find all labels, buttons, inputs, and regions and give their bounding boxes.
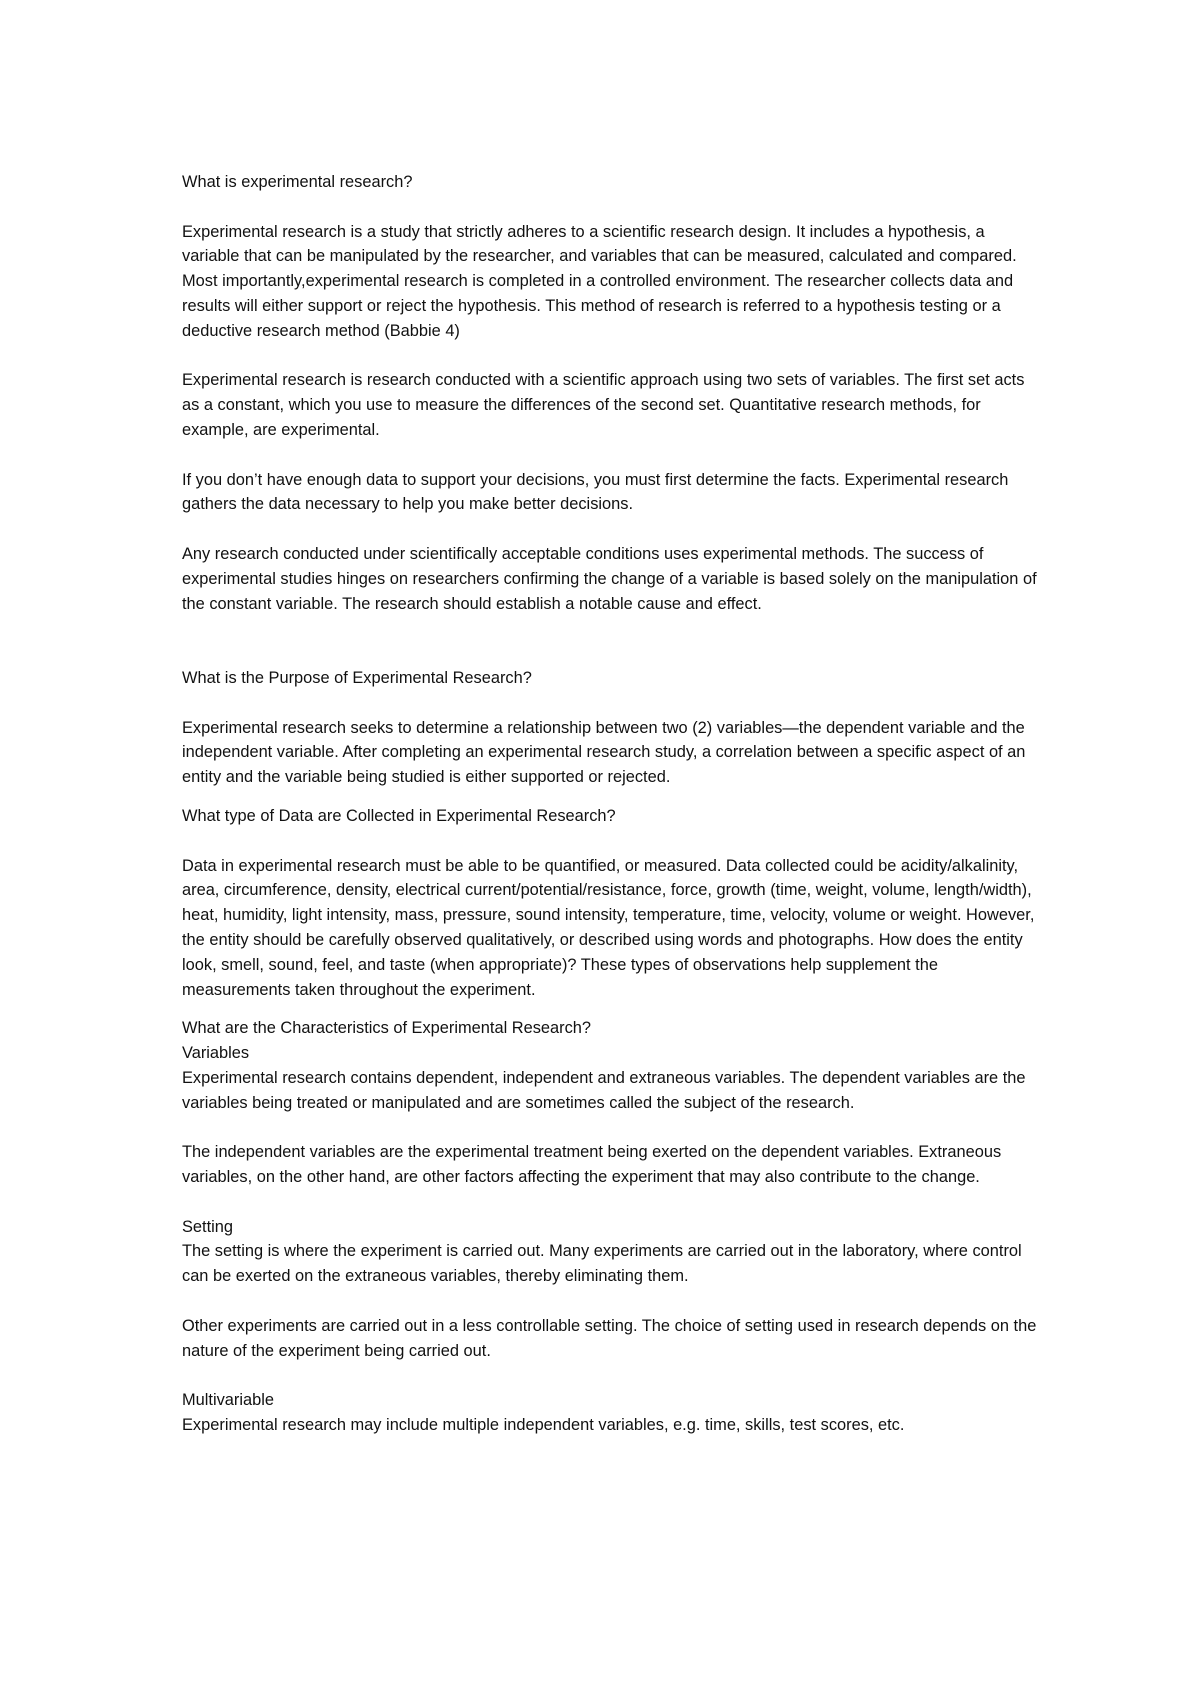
document-body <box>182 170 1042 1438</box>
section-heading: What is experimental research? <box>182 173 413 191</box>
subheading: Setting <box>182 1217 234 1236</box>
section-heading: What is the Purpose of Experimental Research? <box>182 668 532 687</box>
subheading: Multivariable <box>182 1391 275 1410</box>
paragraph: The independent variables are the experimental treatment being exerted on the dependent variables. Extraneous variables, on the other hand, are other factors affecting the experiment that may also contribute to the change. <box>182 1143 1002 1187</box>
section-heading: What type of Data are Collected in Experimental Research? <box>182 806 616 825</box>
paragraph: The setting is where the experiment is carried out. Many experiments are carried out in the laboratory, where control can be exerted on the extraneous variables, thereby eliminating them. <box>182 1242 1022 1286</box>
paragraph: Experimental research may include multiple independent variables, e.g. time, skills, test scores, etc. <box>182 1416 905 1435</box>
paragraph: If you don’t have enough data to support your decisions, you must first determine the facts. Experimental research gathers the data necessary to help you make better decisions. <box>182 470 1009 514</box>
subheading: Variables <box>182 1044 250 1063</box>
paragraph: Any research conducted under scientifically acceptable conditions uses experimental methods. The success of experimental studies hinges on researchers confirming the change of a variable is based solely on the manipulation of the constant variable. The research should establish a notable cause and effect. <box>182 544 1037 613</box>
paragraph: Data in experimental research must be able to be quantified, or measured. Data collected could be acidity/alkalinity, area, circumference, density, electrical current/potential/resistance, force, growth (time, weight, volume, length/width), heat, humidity, light intensity, mass, pressure, sound intensity, temperature, time, velocity, volume or weight. However, the entity should be carefully observed qualitatively, or described using words and photographs. How does the entity look, smell, sound, feel, and taste (when appropriate)? These types of observations help supplement the measurements taken throughout the experiment. <box>182 856 1035 999</box>
paragraph: Experimental research is a study that strictly adheres to a scientific research design. It includes a hypothesis, a variable that can be manipulated by the researcher, and variables that can be measured, calculated and compared. Most importantly,experimental research is completed in a controlled environment. The researcher collects data and results will either support or reject the hypothesis. This method of research is referred to a hypothesis testing or a deductive research method (Babbie 4) <box>182 222 1017 340</box>
paragraph: Experimental research seeks to determine a relationship between two (2) variables—the dependent variable and the independent variable. After completing an experimental research study, a correlation between a specific aspect of an entity and the variable being studied is either supported or rejected. <box>182 718 1026 787</box>
paragraph: Other experiments are carried out in a less controllable setting. The choice of setting used in research depends on the nature of the experiment being carried out. <box>182 1316 1037 1360</box>
paragraph: Experimental research is research conducted with a scientific approach using two sets of variables. The first set acts as a constant, which you use to measure the differences of the second set. Quantitative research methods, for example, are experimental. <box>182 371 1025 439</box>
paragraph: Experimental research contains dependent, independent and extraneous variables. The dependent variables are the variables being treated or manipulated and are sometimes called the subject of the research. <box>182 1068 1026 1112</box>
section-heading: What are the Characteristics of Experimental Research? <box>182 1019 592 1038</box>
